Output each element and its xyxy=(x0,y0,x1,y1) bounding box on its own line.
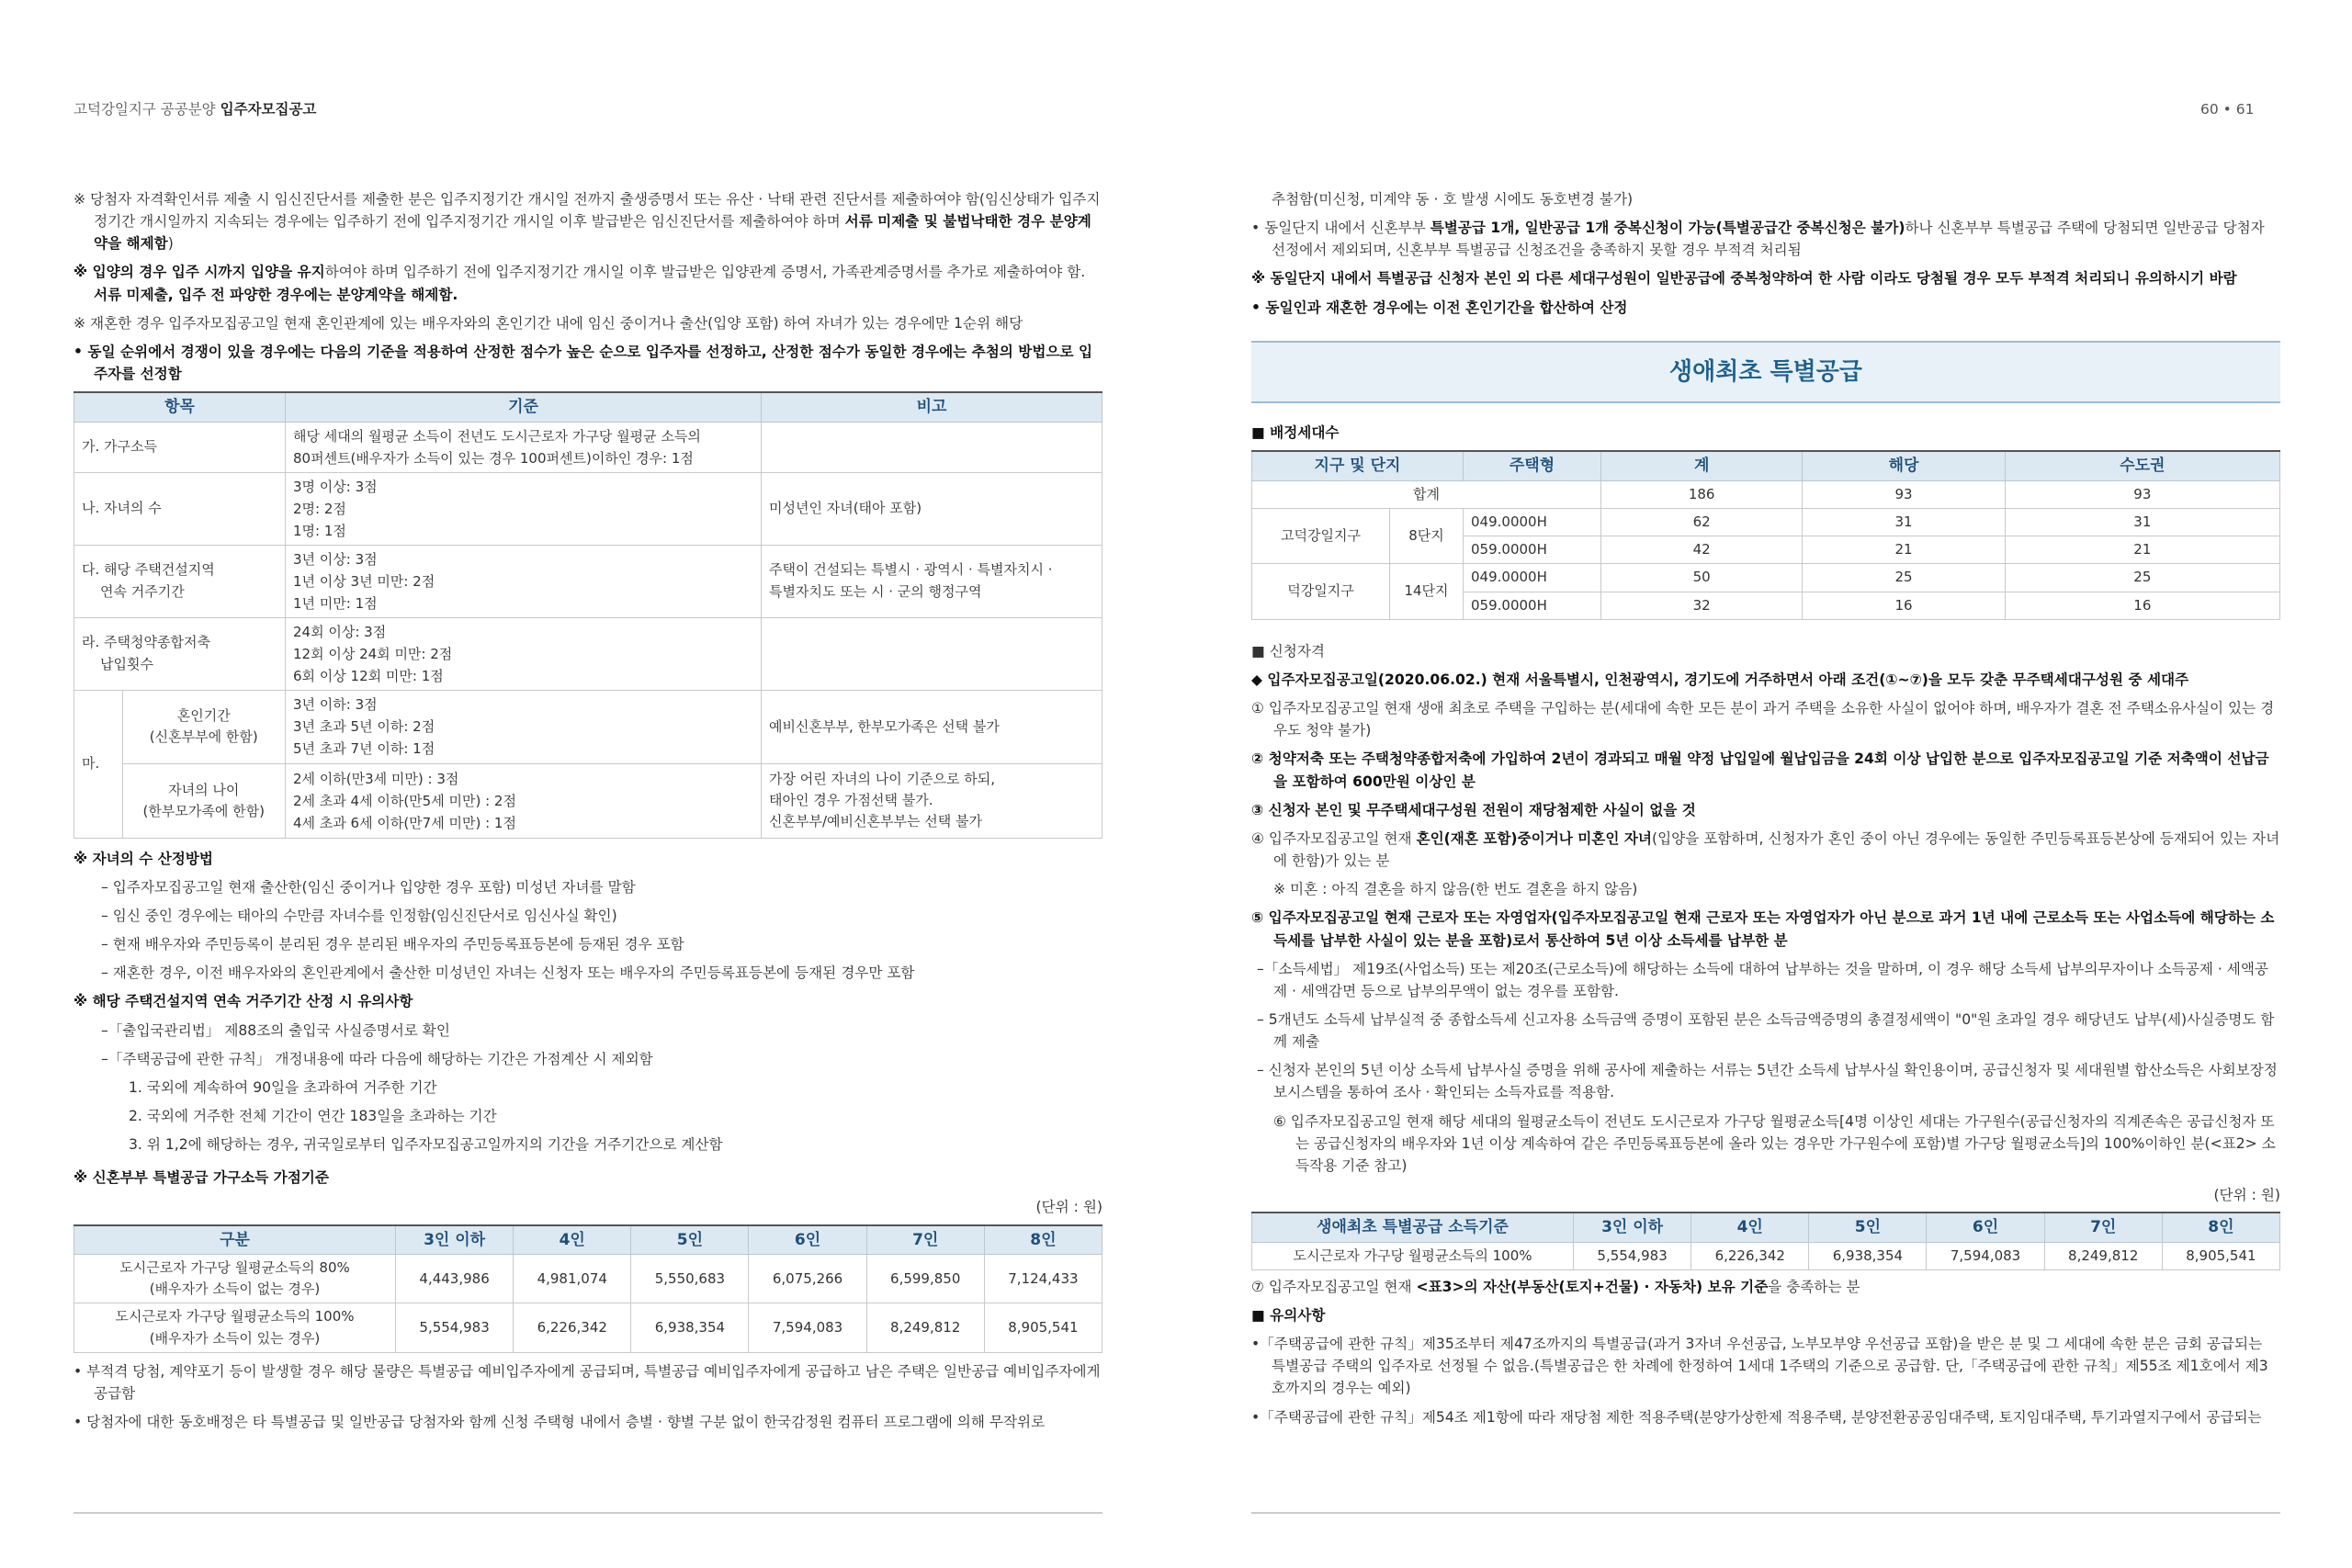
caution-2: •「주택공급에 관한 규칙」제54조 제1항에 따라 재당첨 제한 적용주택(분양가상한제 적용주택, 분양전환공공임대주택, 토지임대주택, 투기과열지구에서 공급되는 xyxy=(1251,1408,2262,1426)
duplicate-application-rule: • 동일단지 내에서 신혼부부 특별공급 1개, 일반공급 1개 중복신청이 가능(특별공급간 중복신청은 불가)하나 신혼부부 특별공급 주택에 당첨되면 일반공급 당첨자 선정에서 제외되며, 신혼부부 특별공급 신청조건을 충족하지 못할 경우 부적격 처리됨 xyxy=(1251,220,2265,259)
qualification-title: ■ 신청자격 xyxy=(1251,642,1325,660)
table-row xyxy=(74,545,1102,617)
qualification-2: ② 청약저축 또는 주택청약종합저축에 가입하여 2년이 경과되고 매월 약정 납입일에 월납입금을 24회 이상 납입한 분으로 입주자모집공고일 기준 저축액이 선납금을 포함하여 600만원 이상인 분 xyxy=(1251,750,2269,790)
table-row xyxy=(74,472,1102,545)
header-prefix: 고덕강일지구 공공분양 xyxy=(74,101,220,118)
header-title: 입주자모집공고 xyxy=(220,101,317,118)
table-row xyxy=(74,422,1102,472)
pregnancy-note: ※ 당첨자 자격확인서류 제출 시 임신진단서를 제출한 분은 입주지정기간 개시일 전까지 출생증명서 또는 유산 · 낙태 관련 진단서를 제출하여야 함(임신상태가 입주지정기간 개시일까지 지속되는 경우에는 입주하기 전에 입주지정기간 개시일 이후 발급받은 임신진단서를 제출하여야 하며 서류 미제출 및 불법낙태한 경우 분양계약을 해제함) xyxy=(74,191,1101,253)
list-item: –「출입국관리법」 제88조의 출입국 사실증명서로 확인 xyxy=(101,1021,450,1039)
row-criteria: 24회 이상: 3점 12회 이상 24회 미만: 2점 6회 이상 12회 미만: 1점 xyxy=(286,617,762,690)
table-row: 059.0000H 32 16 16 xyxy=(1252,592,2280,619)
list-item: – 현재 배우자와 주민등록이 분리된 경우 분리된 배우자의 주민등록표등본에 등재된 경우 포함 xyxy=(101,936,684,953)
right-page xyxy=(1251,188,2280,1435)
left-footer-rule xyxy=(74,1512,1102,1514)
row-note: 주택이 건설되는 특별시 · 광역시 · 특별자치시 · 특별자치도 또는 시 · 군의 행정구역 xyxy=(762,545,1102,617)
qualification-7: ⑦ 입주자모집공고일 현재 <표3>의 자산(부동산(토지+건물) · 자동차) 보유 기준을 충족하는 분 xyxy=(1251,1278,1860,1295)
list-item: – 재혼한 경우, 이전 배우자와의 혼인관계에서 출산한 미성년인 자녀는 신청자 또는 배우자의 주민등록표등본에 등재된 경우만 포함 xyxy=(101,964,915,982)
row-note: 예비신혼부부, 한부모가족은 선택 불가 xyxy=(762,690,1102,764)
row-item: 마. 혼인기간 (신혼부부에 한함) 자녀의 나이 (한부모가족에 한함) xyxy=(74,690,286,838)
list-item: –「소득세법」 제19조(사업소득) 또는 제20조(근로소득)에 해당하는 소득에 대하여 납부하는 것을 말하며, 이 경우 해당 소득세 납부의무자이나 소득공제 · 세액공제 · 세액감면 등으로 납부의무액이 없는 경우를 포함함. xyxy=(1257,960,2268,999)
row-item: 나. 자녀의 수 xyxy=(74,472,286,545)
row-note: 미성년인 자녀(태아 포함) xyxy=(762,472,1102,545)
income-table: 구분 3인 이하 4인 5인 6인 7인 8인 도시근로자 가구당 월평균소득의 80% (배우자가 소득이 없는 경우) 4,443,986 4,981,074 5,550,683 6,075,266 6,599,850 7,124,433 도시근로자 가구당 월평균소득의 100% (배우자가 소득이 있는 경우) 5,554,983 6,226,342 6,938,354 7,594,083 8,249,812 8,905,541 xyxy=(74,1224,1102,1353)
continued-text: 추첨함(미신청, 미계약 동 · 호 발생 시에도 동호변경 불가) xyxy=(1272,191,1634,208)
row-criteria: 3년 이상: 3점 1년 이상 3년 미만: 2점 1년 미만: 1점 xyxy=(286,545,762,617)
qualification-5: ⑤ 입주자모집공고일 현재 근로자 또는 자영업자(입주자모집공고일 현재 근로자 또는 자영업자가 아닌 분으로 과거 1년 내에 근로소득 또는 사업소득에 해당하는 소득세를 납부한 사실이 있는 분을 포함)로서 통산하여 5년 이상 소득세를 납부한 분 xyxy=(1251,909,2275,949)
col-criteria: 기준 xyxy=(286,392,762,422)
list-item: 3. 위 1,2에 해당하는 경우, 귀국일로부터 입주자모집공고일까지의 기간을 거주기간으로 계산함 xyxy=(129,1136,723,1154)
adoption-note: ※ 입양의 경우 입주 시까지 입양을 유지하여야 하며 입주하기 전에 입주지정기간 개시일 이후 발급받은 입양관계 증명서, 가족관계증명서를 추가로 제출하여야 함. 서류 미제출, 입주 전 파양한 경우에는 분양계약을 해제함. xyxy=(74,264,1086,303)
supply-table: 지구 및 단지 주택형 계 해당 수도권 합계 186 93 93 고덕강일지구 8단지 049.0000H 62 31 31 059.0000H 42 21 21 덕강일지구 14단지 049.0000H 50 25 25 059.0000H 32 16 16 xyxy=(1251,450,2280,620)
left-page xyxy=(74,188,1102,1439)
table-row: 도시근로자 가구당 월평균소득의 100% 5,554,983 6,226,342 6,938,354 7,594,083 8,249,812 8,905,541 xyxy=(1252,1242,2280,1269)
score-table xyxy=(74,391,1102,838)
qualification-6: ⑥ 입주자모집공고일 현재 해당 세대의 월평균소득이 전년도 도시근로자 가구당 월평균소득[4명 이상인 세대는 가구원수(공급신청자의 직계존속은 공급신청자 또는 공급신청자의 배우자와 1년 이상 계속하여 같은 주민등록표등본에 올라 있는 경우만 가구원수에 포함)별 가구당 월평균소득]의 100%이하인 분(<표2> 소득작용 기준 참고) xyxy=(1273,1112,2276,1174)
qualification-3: ③ 신청자 본인 및 무주택세대구성원 전원이 재당첨제한 사실이 없을 것 xyxy=(1251,801,1696,818)
caution-1: •「주택공급에 관한 규칙」제35조부터 제47조까지의 특별공급(과거 3자녀 우선공급, 노부모부양 우선공급 포함)을 받은 분 및 그 세대에 속한 분은 금회 공급되는 특별공급 주택의 입주자로 선정될 수 없음.(특별공급은 한 차례에 한정하여 1세대 1주택의 기준으로 공급함. 단,「주택공급에 관한 규칙」제55조 제1호에서 제3호까지의 경우는 예외) xyxy=(1251,1336,2268,1397)
list-item: – 임신 중인 경우에는 태아의 수만큼 자녀수를 인정함(임신진단서로 임신사실 확인) xyxy=(101,907,617,924)
list-item: 1. 국외에 계속하여 90일을 초과하여 거주한 기간 xyxy=(129,1078,437,1096)
qualification-4: ④ 입주자모집공고일 현재 혼인(재혼 포함)중이거나 미혼인 자녀(입양을 포함하며, 신청자가 혼인 중이 아닌 경우에는 동일한 주민등록표등본상에 등재되어 있는 자녀에 한함)가 있는 분 xyxy=(1251,829,2280,870)
bullet-reserve: • 부적격 당첨, 계약포기 등이 발생할 경우 해당 물량은 특별공급 예비입주자에게 공급되며, 특별공급 예비입주자에게 공급하고 남은 주택은 일반공급 예비입주자에게 공급함 xyxy=(74,1362,1101,1403)
row-item: 다. 해당 주택건설지역 연속 거주기간 xyxy=(74,545,286,617)
bullet-unit-assignment: • 당첨자에 대한 동호배정은 타 특별공급 및 일반공급 당첨자와 함께 신청 주택형 내에서 층별 · 향별 구분 없이 한국감정원 컴퓨터 프로그램에 의해 무작위로 xyxy=(74,1414,1046,1431)
children-title: ※ 자녀의 수 산정방법 xyxy=(74,850,213,867)
row-criteria: 3명 이상: 3점 2명: 2점 1명: 1점 xyxy=(286,472,762,545)
list-item: –「주택공급에 관한 규칙」 개정내용에 따라 다음에 해당하는 기간은 가점계산 시 제외함 xyxy=(101,1050,653,1067)
row-note: 가장 어린 자녀의 나이 기준으로 하되, 태아인 경우 가점선택 불가. 신혼부부/예비신혼부부는 선택 불가 xyxy=(762,764,1102,839)
row-criteria: 해당 세대의 월평균 소득이 전년도 도시근로자 가구당 월평균 소득의 80퍼센트(배우자가 소득이 있는 경우 100퍼센트)이하인 경우: 1점 xyxy=(286,422,762,472)
table-row: 고덕강일지구 8단지 049.0000H 62 31 31 xyxy=(1252,508,2280,536)
row-item: 가. 가구소득 xyxy=(74,422,286,472)
residence-title: ※ 해당 주택건설지역 연속 거주기간 산정 시 유의사항 xyxy=(74,993,413,1010)
list-item: 2. 국외에 거주한 전체 기간이 연간 183일을 초과하는 기간 xyxy=(129,1108,497,1124)
table-row: 059.0000H 42 21 21 xyxy=(1252,536,2280,564)
unit-label: (단위 : 원) xyxy=(1035,1199,1102,1216)
table-row: 덕강일지구 14단지 049.0000H 50 25 25 xyxy=(1252,564,2280,592)
table-row: 합계 186 93 93 xyxy=(1252,480,2280,508)
right-footer-rule xyxy=(1251,1512,2280,1514)
col-note: 비고 xyxy=(762,392,1102,422)
caution-title: ■ 유의사항 xyxy=(1251,1307,1326,1325)
unmarried-note: ※ 미혼 : 아직 결혼을 하지 않음(한 번도 결혼을 하지 않음) xyxy=(1273,881,1638,898)
table-row xyxy=(74,690,1102,764)
row-criteria: 3년 이하: 3점 3년 초과 5년 이하: 2점 5년 초과 7년 이하: 1점 xyxy=(286,690,762,764)
qualification-1: ① 입주자모집공고일 현재 생애 최초로 주택을 구입하는 분(세대에 속한 모든 분이 과거 주택을 소유한 사실이 없어야 하며, 배우자가 결혼 전 주택소유사실이 있는 경우도 청약 불가) xyxy=(1251,700,2275,739)
running-header xyxy=(74,98,316,120)
children-section xyxy=(74,848,1102,985)
page-numbers: 60 • 61 xyxy=(2200,101,2255,118)
row-note xyxy=(762,617,1102,690)
tie-break-rule: • 동일 순위에서 경쟁이 있을 경우에는 다음의 기준을 적용하여 산정한 점수가 높은 순으로 입주자를 선정하고, 산정한 점수가 동일한 경우에는 추첨의 방법으로 입주자를 선정함 xyxy=(74,343,1093,383)
income-title: ※ 신혼부부 특별공급 가구소득 가점기준 xyxy=(74,1169,329,1187)
unit-label: (단위 : 원) xyxy=(2213,1187,2280,1204)
row-criteria: 2세 이하(만3세 미만) : 3점 2세 초과 4세 이하(만5세 미만) : 2점 4세 초과 6세 이하(만7세 미만) : 1점 xyxy=(286,764,762,839)
row-note xyxy=(762,422,1102,472)
household-duplicate-warning: ※ 동일단지 내에서 특별공급 신청자 본인 외 다른 세대구성원이 일반공급에 중복청약하여 한 사람 이라도 당첨될 경우 모두 부적격 처리되니 유의하시기 바람 xyxy=(1251,270,2237,288)
list-item: – 신청자 본인의 5년 이상 소득세 납부사실 증명을 위해 공사에 제출하는 서류는 5년간 소득세 납부사실 확인용이며, 공급신청자 및 세대원별 합산소득은 사회보장정보시스템을 통하여 조사 · 확인되는 소득자료를 적용함. xyxy=(1257,1062,2278,1101)
remarriage-note: ※ 재혼한 경우 입주자모집공고일 현재 혼인관계에 있는 배우자와의 혼인기간 내에 임신 중이거나 출산(입양 포함) 하여 자녀가 있는 경우에만 1순위 해당 xyxy=(74,314,1023,332)
section-banner: 생애최초 특별공급 xyxy=(1251,341,2280,403)
table-row: 도시근로자 가구당 월평균소득의 100% (배우자가 소득이 있는 경우) 5,554,983 6,226,342 6,938,354 7,594,083 8,249,812 8,905,541 xyxy=(74,1303,1102,1353)
table-row: 도시근로자 가구당 월평균소득의 80% (배우자가 소득이 없는 경우) 4,443,986 4,981,074 5,550,683 6,075,266 6,599,850 7,124,433 xyxy=(74,1254,1102,1303)
supply-title: ■ 배정세대수 xyxy=(1251,424,1340,442)
table-row xyxy=(74,617,1102,690)
list-item: – 5개년도 소득세 납부실적 중 종합소득세 신고자용 소득금액 증명이 포함된 분은 소득금액증명의 총결정세액이 "0"원 초과일 경우 해당년도 납부(세)사실증명도 함께 제출 xyxy=(1257,1011,2275,1051)
residence-section xyxy=(74,990,1102,1156)
first-time-income-table: 생애최초 특별공급 소득기준 3인 이하 4인 5인 6인 7인 8인 도시근로자 가구당 월평균소득의 100% 5,554,983 6,226,342 6,938,354 7,594,083 8,249,812 8,905,541 xyxy=(1251,1212,2280,1270)
col-item: 항목 xyxy=(74,392,286,422)
row-item: 라. 주택청약종합저축 납입횟수 xyxy=(74,617,286,690)
list-item: – 입주자모집공고일 현재 출산한(임신 중이거나 입양한 경우 포함) 미성년 자녀를 말함 xyxy=(101,878,636,896)
remarriage-rule: • 동일인과 재혼한 경우에는 이전 혼인기간을 합산하여 산정 xyxy=(1251,299,1628,316)
qualification-main: ◆ 입주자모집공고일(2020.06.02.) 현재 서울특별시, 인천광역시, 경기도에 거주하면서 아래 조건(①~⑦)을 모두 갖춘 무주택세대구성원 중 세대주 xyxy=(1251,671,2189,688)
